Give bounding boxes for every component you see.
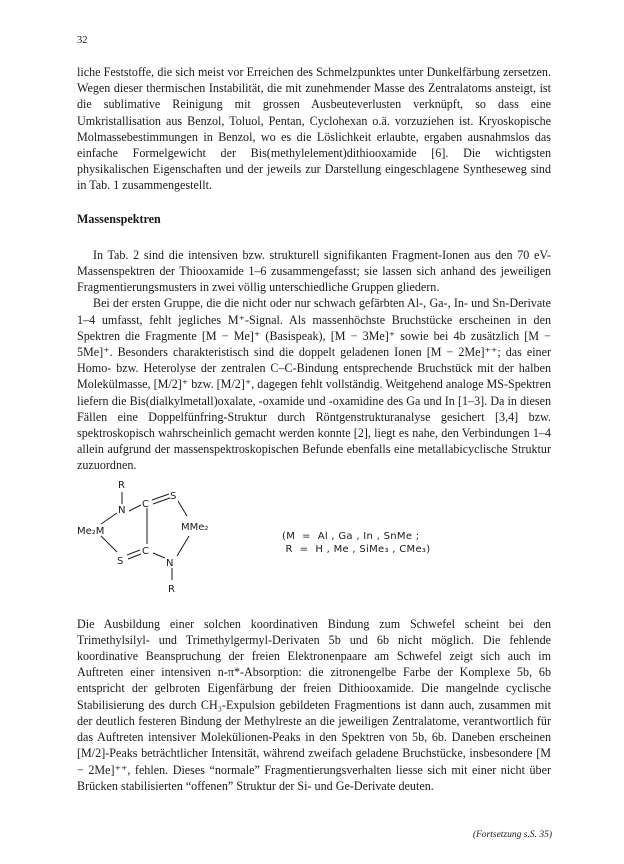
atom-r-bottom: R — [168, 583, 175, 595]
atom-c-top: C — [142, 498, 149, 510]
bicyclic-structure-diagram — [77, 478, 277, 610]
structure-figure — [77, 478, 551, 610]
continuation-note: (Fortsetzung s.S. 35) — [472, 830, 552, 840]
paragraph-4: Die Ausbildung einer solchen koordinativen Bindung zum Schwefel scheint bei den Trimethylsilyl- und Trimethylgermyl-Derivaten 5b und 6b nicht möglich. Die fehlende koordinative Beanspruchung der freien Elektronenpaare am Schwefel zeigt sich auch im Auftreten einer intensiven n-π*-Absorption: die zitronengelbe Farbe der Komplexe 5b, 6b entspricht der gelbroten Eigenfärbung der freien Dithiooxamide. Die mangelnde cyclische Stabilisierung des durch CH₃-Expulsion gebildeten Fragmentions ist dann auch, zusammen mit der deutlich festeren Bindung der Methylreste an die jeweiligen Zentralatome, verantwortlich für das Auftreten intensiver Molekülionen-Peaks in den Spektren von 5b, 6b. Daneben erscheinen [M/2]-Peaks beträchtlicher Intensität, während zweifach geladene Bruchstücke, insbesondere [M − 2Me]⁺⁺, fehlen. Dieses “normale” Fragmentierungsverhalten liesse sich mit einer nicht über Brücken stabilisierten “offenen” Struktur der Si- und Ge-Derivate deuten. — [77, 616, 551, 793]
article-body — [77, 64, 551, 794]
paragraph-3: Bei der ersten Gruppe, die die nicht oder nur schwach gefärbten Al-, Ga-, In- und Sn-Derivate 1–4 umfasst, fehlt jegliches M⁺-Signal. Als massenhöchste Bruchstücke erscheinen in den Spektren die Fragmente [M − Me]⁺ (Basispeak), [M − 3Me]⁺ sowie bei 4b zusätzlich [M − 5Me]⁺. Besonders charakteristisch sind die doppelt geladenen Ionen [M − 2Me]⁺⁺; das einer Homo- bzw. Heterolyse der zentralen C–C-Bindung entsprechende Bruchstück mit der halben Molekülmasse, [M/2]⁺ bzw. [M/2]⁺, dagegen fehlt vollständig. Weitgehend analoge MS-Spektren liefern die Bis(dialkylmetall)oxalate, -oxamide und -oxamidine des Ga und In [1–3]. Da in diesen Fällen eine Doppelfünfring-Struktur durch Röntgenstrukturanalyse gesichert [3,4] bzw. spektroskopisch wahrscheinlich gemacht werden konnte [2], liegt es nahe, den Verbindungen 1–4 allein aufgrund der massenspektroskopischen Befunde ebenfalls eine metallabicyclische Struktur zuzuordnen. — [77, 296, 551, 473]
atom-mme2-right: MMe₂ — [181, 521, 209, 533]
structure-legend — [282, 530, 430, 556]
section-heading: Massenspektren — [77, 211, 161, 226]
paragraph-1: liche Feststoffe, die sich meist vor Erreichen des Schmelzpunktes unter Dunkelfärbung zersetzen. Wegen dieser thermischen Instabilität, die mit zunehmender Masse des Zentralatoms ansteigt, ist die sublimative Reinigung mit grossen Ausbeuteverlusten verknüpft, so dass eine Umkristallisation aus Benzol, Toluol, Pentan, Cyclohexan o.ä. vorzuziehen ist. Kryoskopische Molmassebestimmungen in Benzol, wo es die Löslichkeit erlaubte, ergaben ausnahmslos das einfache Formelgewicht der Bis(methylelement)dithiooxamide [6]. Die wichtigsten physikalischen Eigenschaften und der jeweils zur Darstellung eingeschlagene Syntheseweg sind in Tab. 1 zusammengestellt. — [77, 65, 551, 193]
atom-n-bottom: N — [166, 557, 174, 569]
atom-c-bottom: C — [142, 545, 149, 557]
legend-substituents: R = H , Me , SiMe₃ , CMe₃) — [282, 543, 431, 555]
page-number: 32 — [77, 35, 88, 46]
atom-r-top: R — [118, 479, 125, 491]
atom-me2m-left: Me₂M — [77, 525, 105, 537]
atom-s-top: S — [170, 490, 177, 502]
legend-metals: (M = Al , Ga , In , SnMe ; — [282, 530, 420, 542]
atom-s-bottom: S — [117, 555, 124, 567]
atom-n-top: N — [118, 504, 126, 516]
paragraph-2: In Tab. 2 sind die intensiven bzw. strukturell signifikanten Fragment-Ionen aus den 70 eV-Massenspektren der Thiooxamide 1–6 zusammengefasst; sie lassen sich anhand des jeweiligen Fragmentierungsmusters in zwei völlig unterschiedliche Gruppen gliedern. — [77, 247, 551, 295]
